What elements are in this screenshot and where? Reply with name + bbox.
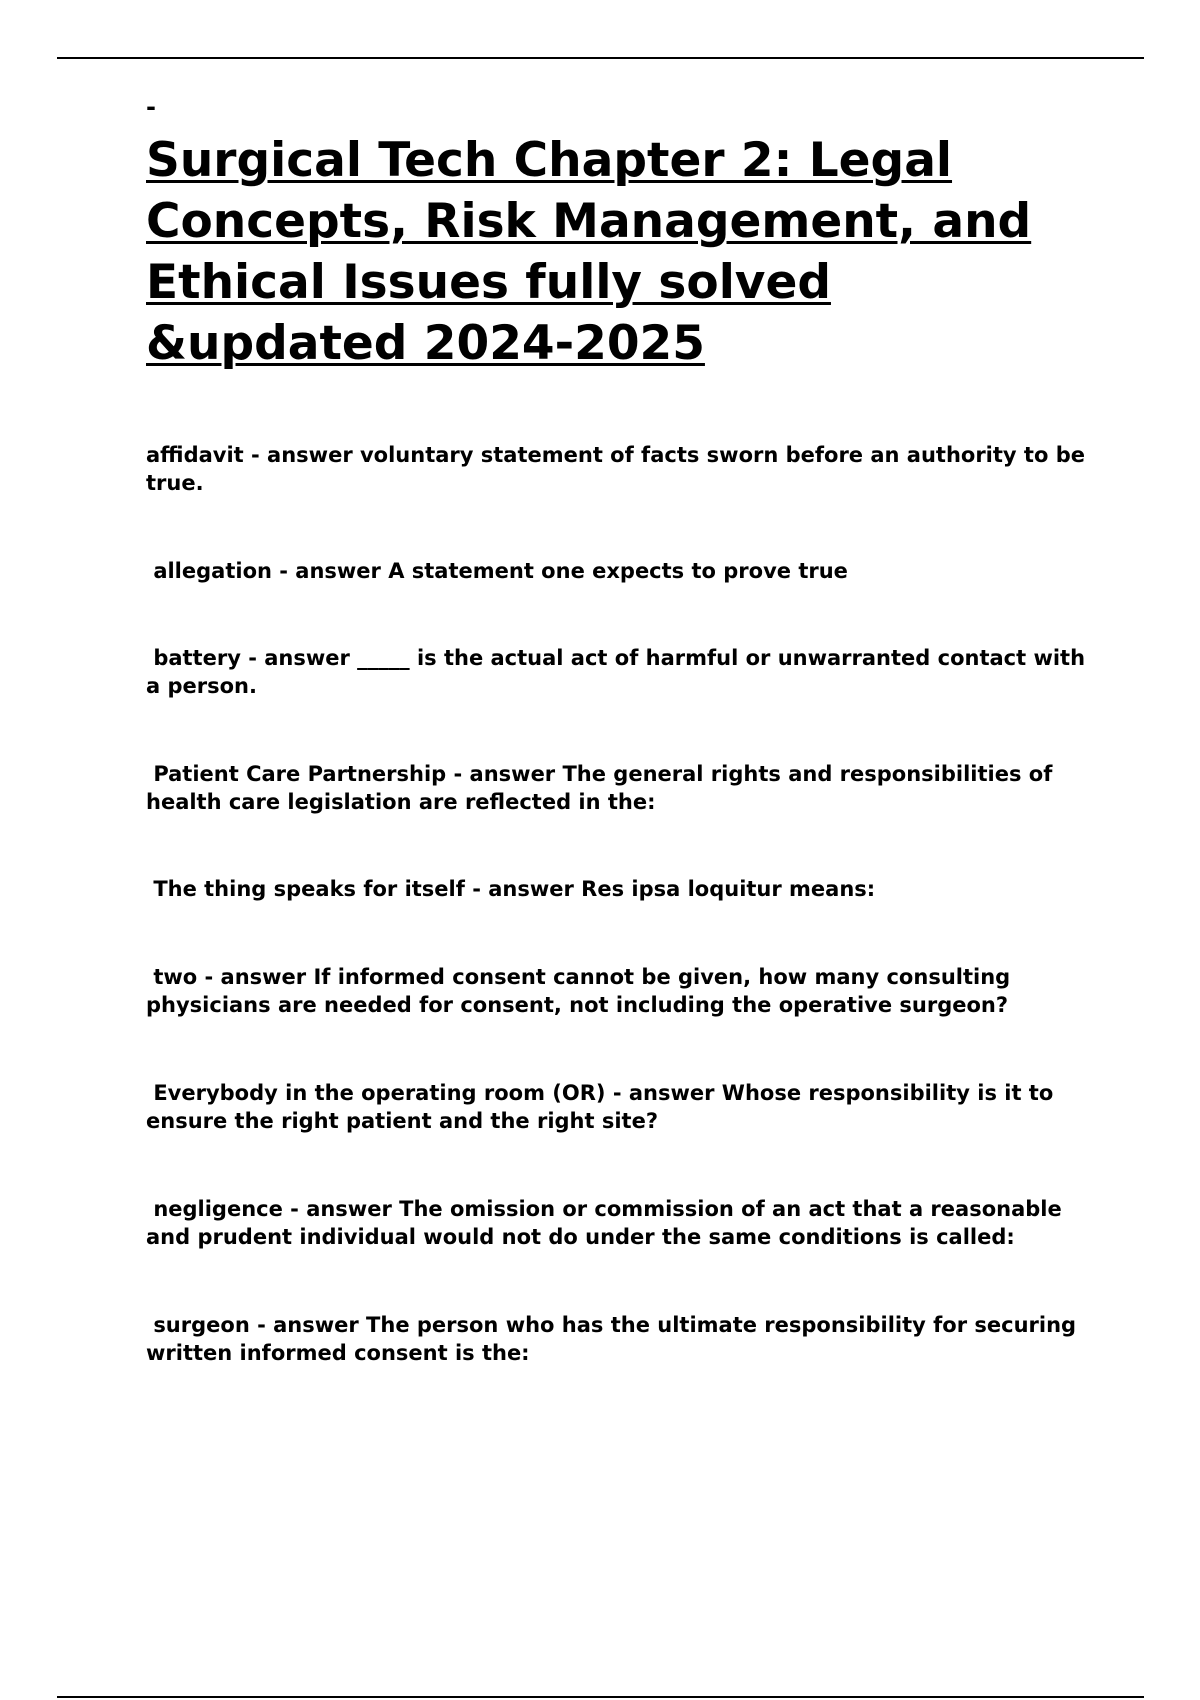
qa-item-negligence: negligence - answer The omission or commission of an act that a reasonable and prudent individual would not do under the same conditions is called: bbox=[146, 1197, 1070, 1249]
qa-item-right-patient-right-site: Everybody in the operating room (OR) - answer Whose responsibility is it to ensure the right patient and the right site? bbox=[146, 1081, 1061, 1133]
qa-list bbox=[146, 441, 1096, 1367]
bottom-divider bbox=[57, 1696, 1144, 1698]
qa-item-res-ipsa-loquitur: The thing speaks for itself - answer Res ipsa loquitur means: bbox=[146, 877, 876, 901]
leading-dash: - bbox=[146, 93, 156, 121]
qa-item-informed-consent: surgeon - answer The person who has the ultimate responsibility for securing written informed consent is the: bbox=[146, 1313, 1084, 1365]
qa-item-battery: battery - answer _____ is the actual act of harmful or unwarranted contact with a person. bbox=[146, 646, 1093, 698]
qa-item-affidavit: affidavit - answer voluntary statement of facts sworn before an authority to be true. bbox=[146, 443, 1093, 495]
qa-item-patient-care-partnership: Patient Care Partnership - answer The general rights and responsibilities of health care legislation are reflected in the: bbox=[146, 762, 1060, 814]
document-body bbox=[146, 92, 1096, 1367]
document-title: Surgical Tech Chapter 2: Legal Concepts, Risk Management, and Ethical Issues fully solved &updated 2024-2025 bbox=[146, 133, 1032, 371]
qa-item-allegation: allegation - answer A statement one expects to prove true bbox=[146, 559, 848, 583]
qa-item-consulting-physicians: two - answer If informed consent cannot be given, how many consulting physicians are needed for consent, not including the operative surgeon? bbox=[146, 965, 1018, 1017]
top-divider bbox=[57, 57, 1144, 59]
